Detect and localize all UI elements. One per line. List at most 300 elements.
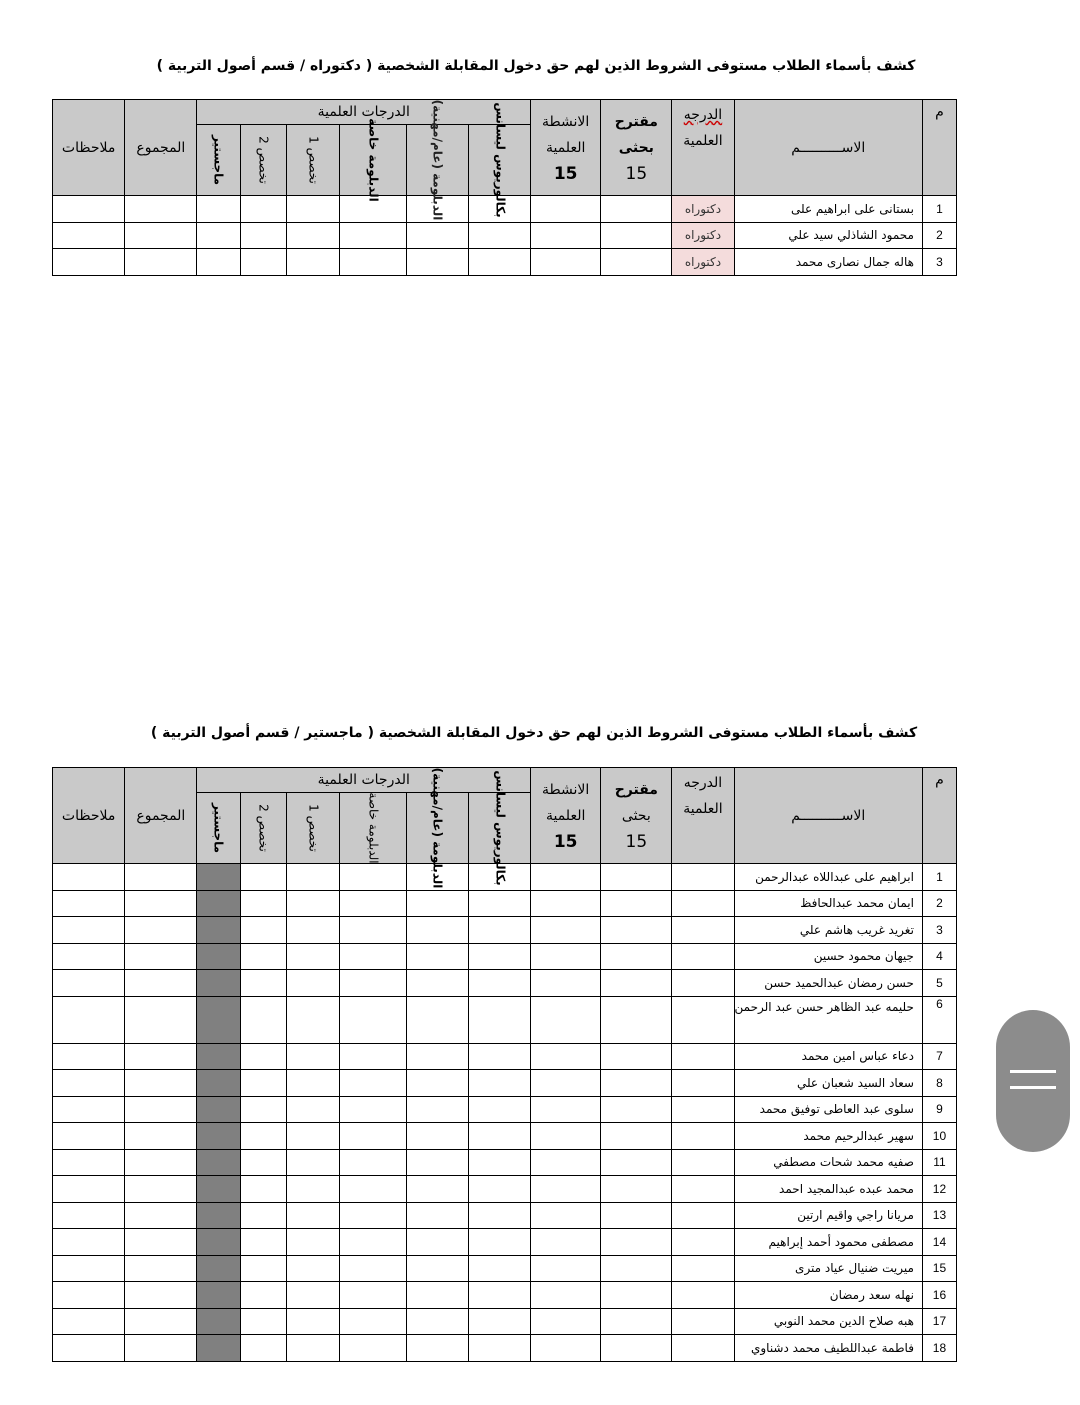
- bachelor-score-cell: [468, 1335, 530, 1362]
- notes-cell: [53, 249, 125, 276]
- activities-header-line1: الانشطة: [542, 781, 590, 798]
- degree-header-line2: العلمية: [683, 133, 723, 149]
- specialty-1-score-cell: [286, 1335, 339, 1362]
- notes-cell: [53, 222, 125, 249]
- col-degree-header: [672, 768, 734, 864]
- specialty-1-score-cell: [286, 1229, 339, 1256]
- specialty-1-score-cell: [286, 1308, 339, 1335]
- specialty-1-score-cell: [286, 864, 339, 891]
- notes-cell: [53, 970, 125, 997]
- bachelor-score-cell: [468, 1229, 530, 1256]
- proposal-header-value: 15: [625, 831, 648, 852]
- table-row: [53, 943, 957, 970]
- table-row: [53, 1229, 957, 1256]
- row-number: 16: [922, 1282, 956, 1309]
- degree-cell: [672, 890, 734, 917]
- activities-score-cell: [531, 1043, 601, 1070]
- notes-cell: [53, 1202, 125, 1229]
- table-row: [53, 996, 957, 1043]
- specialty-1-score-cell: [286, 249, 339, 276]
- proposal-score-cell: [601, 1229, 672, 1256]
- diploma-special-score-cell: [339, 1308, 406, 1335]
- proposal-score-cell: [601, 1282, 672, 1309]
- diploma-special-score-cell: [339, 943, 406, 970]
- row-number: 14: [922, 1229, 956, 1256]
- sub-header-masters: ماجستير: [197, 125, 240, 196]
- diploma-special-score-cell: [339, 1282, 406, 1309]
- diploma-general-score-cell: [406, 249, 468, 276]
- table-row: [53, 917, 957, 944]
- activities-score-cell: [531, 1070, 601, 1097]
- degree-header-line2: العلمية: [683, 801, 723, 817]
- activities-score-cell: [531, 222, 601, 249]
- proposal-score-cell: [601, 1149, 672, 1176]
- degree-cell: دكتوراه: [672, 196, 734, 223]
- bachelor-score-cell: [468, 1308, 530, 1335]
- total-cell: [125, 196, 197, 223]
- row-number: 13: [922, 1202, 956, 1229]
- total-cell: [125, 249, 197, 276]
- row-number: 5: [922, 970, 956, 997]
- row-number: 9: [922, 1096, 956, 1123]
- proposal-score-cell: [601, 196, 672, 223]
- specialty-2-score-cell: [240, 1123, 286, 1150]
- diploma-special-score-cell: [339, 864, 406, 891]
- diploma-general-score-cell: [406, 943, 468, 970]
- notes-cell: [53, 1308, 125, 1335]
- specialty-2-score-cell: [240, 1149, 286, 1176]
- table-row: [53, 249, 957, 276]
- notes-cell: [53, 917, 125, 944]
- diploma-special-score-cell: [339, 1255, 406, 1282]
- degree-cell: [672, 970, 734, 997]
- row-number: 8: [922, 1070, 956, 1097]
- degree-cell: دكتوراه: [672, 222, 734, 249]
- row-number: 2: [922, 890, 956, 917]
- col-num-header: م: [922, 100, 956, 196]
- masters-score-cell: [197, 996, 240, 1043]
- total-cell: [125, 1123, 197, 1150]
- sub-header-specialty-2: تخصص 2: [240, 793, 286, 864]
- specialty-2-score-cell: [240, 1176, 286, 1203]
- table-row: [53, 1255, 957, 1282]
- total-cell: [125, 222, 197, 249]
- total-cell: [125, 1070, 197, 1097]
- activities-score-cell: [531, 996, 601, 1043]
- student-name: دعاء عباس امين محمد: [734, 1043, 922, 1070]
- bachelor-score-cell: [468, 890, 530, 917]
- bachelor-score-cell: [468, 1255, 530, 1282]
- sub-header-bachelor: بكالوريوس ليسانس: [468, 793, 530, 864]
- degree-cell: [672, 1123, 734, 1150]
- masters-score-cell: [197, 1335, 240, 1362]
- proposal-score-cell: [601, 1176, 672, 1203]
- proposal-score-cell: [601, 1255, 672, 1282]
- masters-score-cell: [197, 1229, 240, 1256]
- sub-header-diploma-special: الدبلومة خاصة: [339, 125, 406, 196]
- col-activities-header: [531, 768, 601, 864]
- specialty-1-score-cell: [286, 1255, 339, 1282]
- proposal-score-cell: [601, 1043, 672, 1070]
- activities-header-value: 15: [553, 163, 578, 184]
- specialty-1-score-cell: [286, 196, 339, 223]
- diploma-special-score-cell: [339, 249, 406, 276]
- degree-cell: [672, 1335, 734, 1362]
- proposal-header-line2: بحثى: [621, 807, 651, 824]
- degree-cell: [672, 1255, 734, 1282]
- specialty-2-score-cell: [240, 970, 286, 997]
- specialty-1-score-cell: [286, 943, 339, 970]
- proposal-score-cell: [601, 1335, 672, 1362]
- masters-score-cell: [197, 917, 240, 944]
- total-cell: [125, 1308, 197, 1335]
- masters-score-cell: [197, 864, 240, 891]
- diploma-general-score-cell: [406, 1255, 468, 1282]
- bachelor-score-cell: [468, 1282, 530, 1309]
- bachelor-score-cell: [468, 1149, 530, 1176]
- bachelor-score-cell: [468, 943, 530, 970]
- notes-cell: [53, 996, 125, 1043]
- notes-cell: [53, 1096, 125, 1123]
- row-number: 3: [922, 917, 956, 944]
- student-name: حسن رمضان عبدالحميد حسن: [734, 970, 922, 997]
- student-name: هاله جمال نصارى محمد: [734, 249, 922, 276]
- degree-cell: [672, 943, 734, 970]
- total-cell: [125, 996, 197, 1043]
- bachelor-score-cell: [468, 1202, 530, 1229]
- activities-score-cell: [531, 864, 601, 891]
- activities-score-cell: [531, 1255, 601, 1282]
- specialty-1-score-cell: [286, 1123, 339, 1150]
- specialty-1-score-cell: [286, 222, 339, 249]
- student-name: حليمه عبد الظاهر حسن عبد الرحمن: [734, 996, 922, 1043]
- bachelor-score-cell: [468, 1176, 530, 1203]
- diploma-general-score-cell: [406, 1335, 468, 1362]
- activities-score-cell: [531, 943, 601, 970]
- sub-header-specialty-1: تخصص 1: [286, 793, 339, 864]
- specialty-2-score-cell: [240, 864, 286, 891]
- masters-score-cell: [197, 249, 240, 276]
- activities-score-cell: [531, 1149, 601, 1176]
- masters-score-cell: [197, 943, 240, 970]
- diploma-general-score-cell: [406, 1096, 468, 1123]
- handle-grip-line-top: [1010, 1070, 1056, 1073]
- bachelor-score-cell: [468, 222, 530, 249]
- specialty-1-score-cell: [286, 1176, 339, 1203]
- masters-score-cell: [197, 196, 240, 223]
- col-proposal-header: [601, 768, 672, 864]
- proposal-score-cell: [601, 1123, 672, 1150]
- activities-score-cell: [531, 917, 601, 944]
- section2-title: كشف بأسماء الطلاب مستوفى الشروط الذين لهم حق دخول المقابلة الشخصية ( ماجستير / قسم أصول التربية ): [150, 725, 918, 741]
- specialty-2-score-cell: [240, 196, 286, 223]
- diploma-special-score-cell: [339, 917, 406, 944]
- specialty-2-score-cell: [240, 1070, 286, 1097]
- specialty-2-score-cell: [240, 1202, 286, 1229]
- activities-score-cell: [531, 890, 601, 917]
- specialty-2-score-cell: [240, 996, 286, 1043]
- bachelor-score-cell: [468, 1043, 530, 1070]
- student-name: محمود الشاذلي سيد علي: [734, 222, 922, 249]
- row-number: 3: [922, 249, 956, 276]
- sub-header-masters: ماجستير: [197, 793, 240, 864]
- sub-header-diploma-general: الدبلومة (عام/مهنية): [406, 125, 468, 196]
- specialty-1-score-cell: [286, 1282, 339, 1309]
- activities-score-cell: [531, 249, 601, 276]
- diploma-general-score-cell: [406, 996, 468, 1043]
- specialty-2-score-cell: [240, 1335, 286, 1362]
- proposal-score-cell: [601, 222, 672, 249]
- phd-candidates-table: [52, 99, 957, 276]
- degree-cell: دكتوراه: [672, 249, 734, 276]
- degree-cell: [672, 1282, 734, 1309]
- col-num-header: م: [922, 768, 956, 864]
- student-name: تغريد غريب هاشم علي: [734, 917, 922, 944]
- notes-cell: [53, 864, 125, 891]
- row-number: 6: [922, 996, 956, 1043]
- specialty-2-score-cell: [240, 1096, 286, 1123]
- bachelor-score-cell: [468, 970, 530, 997]
- col-notes-header: ملاحظات: [53, 100, 125, 196]
- diploma-special-score-cell: [339, 1335, 406, 1362]
- table-row: [53, 970, 957, 997]
- notes-cell: [53, 196, 125, 223]
- sub-header-bachelor: بكالوريوس ليسانس: [468, 125, 530, 196]
- total-cell: [125, 1202, 197, 1229]
- sub-header-specialty-2: تخصص 2: [240, 125, 286, 196]
- specialty-1-score-cell: [286, 1096, 339, 1123]
- diploma-special-score-cell: [339, 970, 406, 997]
- specialty-2-score-cell: [240, 1255, 286, 1282]
- row-number: 4: [922, 943, 956, 970]
- masters-score-cell: [197, 1123, 240, 1150]
- col-activities-header: [531, 100, 601, 196]
- notes-cell: [53, 1043, 125, 1070]
- activities-header-line1: الانشطة: [542, 113, 590, 130]
- activities-score-cell: [531, 1308, 601, 1335]
- diploma-general-score-cell: [406, 1202, 468, 1229]
- notes-cell: [53, 1335, 125, 1362]
- activities-score-cell: [531, 1096, 601, 1123]
- bachelor-score-cell: [468, 917, 530, 944]
- specialty-2-score-cell: [240, 890, 286, 917]
- grades-group-header: الدرجات العلمية: [197, 768, 531, 793]
- specialty-1-score-cell: [286, 1202, 339, 1229]
- degree-cell: [672, 1043, 734, 1070]
- notes-cell: [53, 890, 125, 917]
- notes-cell: [53, 1255, 125, 1282]
- masters-score-cell: [197, 1096, 240, 1123]
- masters-score-cell: [197, 222, 240, 249]
- total-cell: [125, 970, 197, 997]
- specialty-2-score-cell: [240, 249, 286, 276]
- masters-score-cell: [197, 970, 240, 997]
- proposal-score-cell: [601, 1202, 672, 1229]
- masters-score-cell: [197, 1255, 240, 1282]
- table-row: [53, 1335, 957, 1362]
- proposal-score-cell: [601, 970, 672, 997]
- row-number: 2: [922, 222, 956, 249]
- proposal-score-cell: [601, 1308, 672, 1335]
- specialty-1-score-cell: [286, 890, 339, 917]
- student-name: ابراهيم على عبداللاه عبدالرحمن: [734, 864, 922, 891]
- degree-cell: [672, 1229, 734, 1256]
- proposal-score-cell: [601, 864, 672, 891]
- degree-cell: [672, 996, 734, 1043]
- diploma-general-score-cell: [406, 890, 468, 917]
- diploma-special-score-cell: [339, 996, 406, 1043]
- student-name: سعاد السيد شعبان علي: [734, 1070, 922, 1097]
- bachelor-score-cell: [468, 1070, 530, 1097]
- floating-scroll-handle[interactable]: [996, 1010, 1070, 1152]
- diploma-general-score-cell: [406, 1070, 468, 1097]
- activities-score-cell: [531, 196, 601, 223]
- total-cell: [125, 1096, 197, 1123]
- student-name: مريانا راجي واقيم ارتين: [734, 1202, 922, 1229]
- proposal-score-cell: [601, 943, 672, 970]
- proposal-score-cell: [601, 1096, 672, 1123]
- diploma-special-score-cell: [339, 1070, 406, 1097]
- proposal-score-cell: [601, 890, 672, 917]
- diploma-general-score-cell: [406, 222, 468, 249]
- student-name: محمد عبده عبدالمجيد احمد: [734, 1176, 922, 1203]
- specialty-1-score-cell: [286, 970, 339, 997]
- diploma-general-score-cell: [406, 1043, 468, 1070]
- specialty-2-score-cell: [240, 1229, 286, 1256]
- total-cell: [125, 1043, 197, 1070]
- total-cell: [125, 1282, 197, 1309]
- specialty-2-score-cell: [240, 1043, 286, 1070]
- col-total-header: المجموع: [125, 768, 197, 864]
- col-name-header: الاســــــــــم: [734, 768, 922, 864]
- diploma-general-score-cell: [406, 1229, 468, 1256]
- bachelor-score-cell: [468, 1096, 530, 1123]
- diploma-special-score-cell: [339, 1202, 406, 1229]
- col-notes-header: ملاحظات: [53, 768, 125, 864]
- section1-title: كشف بأسماء الطلاب مستوفى الشروط الذين لهم حق دخول المقابلة الشخصية ( دكتوراه / قسم أصول التربية ): [156, 58, 916, 74]
- proposal-score-cell: [601, 996, 672, 1043]
- student-name: مصطفى محمود أحمد إبراهيم: [734, 1229, 922, 1256]
- proposal-header-value: 15: [625, 163, 648, 184]
- diploma-general-score-cell: [406, 1308, 468, 1335]
- activities-header-line2: العلمية: [545, 807, 586, 824]
- notes-cell: [53, 943, 125, 970]
- activities-header-line2: العلمية: [545, 139, 586, 156]
- specialty-1-score-cell: [286, 996, 339, 1043]
- row-number: 1: [922, 196, 956, 223]
- bachelor-score-cell: [468, 1123, 530, 1150]
- notes-cell: [53, 1176, 125, 1203]
- row-number: 11: [922, 1149, 956, 1176]
- notes-cell: [53, 1229, 125, 1256]
- total-cell: [125, 917, 197, 944]
- diploma-special-score-cell: [339, 1229, 406, 1256]
- notes-cell: [53, 1282, 125, 1309]
- degree-cell: [672, 1149, 734, 1176]
- specialty-1-score-cell: [286, 917, 339, 944]
- proposal-score-cell: [601, 917, 672, 944]
- activities-score-cell: [531, 1202, 601, 1229]
- diploma-special-score-cell: [339, 222, 406, 249]
- proposal-score-cell: [601, 1070, 672, 1097]
- specialty-2-score-cell: [240, 917, 286, 944]
- diploma-special-score-cell: [339, 890, 406, 917]
- row-number: 7: [922, 1043, 956, 1070]
- total-cell: [125, 943, 197, 970]
- row-number: 15: [922, 1255, 956, 1282]
- student-name: سهير عبدالرحيم محمد: [734, 1123, 922, 1150]
- table-row: [53, 1176, 957, 1203]
- student-name: ايمان محمد عبدالحافظ: [734, 890, 922, 917]
- activities-score-cell: [531, 1335, 601, 1362]
- activities-score-cell: [531, 1229, 601, 1256]
- row-number: 18: [922, 1335, 956, 1362]
- row-number: 10: [922, 1123, 956, 1150]
- notes-cell: [53, 1070, 125, 1097]
- proposal-score-cell: [601, 249, 672, 276]
- student-name: فاطمة عبداللطيف محمد دشناوي: [734, 1335, 922, 1362]
- degree-header-line1: الدرجه: [683, 775, 723, 791]
- table-row: [53, 1123, 957, 1150]
- grades-group-header: الدرجات العلمية: [197, 100, 531, 125]
- student-name: نهله سعد رمضان: [734, 1282, 922, 1309]
- table-row: [53, 1043, 957, 1070]
- degree-cell: [672, 1096, 734, 1123]
- col-name-header: الاســــــــــم: [734, 100, 922, 196]
- masters-candidates-table: [52, 767, 957, 1362]
- handle-grip-line-bottom: [1010, 1086, 1056, 1089]
- diploma-special-score-cell: [339, 1096, 406, 1123]
- bachelor-score-cell: [468, 996, 530, 1043]
- diploma-special-score-cell: [339, 1176, 406, 1203]
- degree-header-line1: الدرجه: [683, 107, 723, 123]
- masters-score-cell: [197, 1202, 240, 1229]
- masters-score-cell: [197, 1282, 240, 1309]
- row-number: 17: [922, 1308, 956, 1335]
- diploma-special-score-cell: [339, 1123, 406, 1150]
- activities-score-cell: [531, 970, 601, 997]
- masters-score-cell: [197, 1308, 240, 1335]
- table-row: [53, 222, 957, 249]
- activities-header-value: 15: [553, 831, 578, 852]
- col-total-header: المجموع: [125, 100, 197, 196]
- degree-cell: [672, 864, 734, 891]
- total-cell: [125, 1335, 197, 1362]
- degree-cell: [672, 1202, 734, 1229]
- activities-score-cell: [531, 1123, 601, 1150]
- diploma-general-score-cell: [406, 1282, 468, 1309]
- masters-score-cell: [197, 890, 240, 917]
- total-cell: [125, 890, 197, 917]
- diploma-general-score-cell: [406, 970, 468, 997]
- total-cell: [125, 864, 197, 891]
- diploma-general-score-cell: [406, 1176, 468, 1203]
- table-row: [53, 1202, 957, 1229]
- specialty-1-score-cell: [286, 1043, 339, 1070]
- specialty-2-score-cell: [240, 943, 286, 970]
- specialty-2-score-cell: [240, 1308, 286, 1335]
- diploma-special-score-cell: [339, 1043, 406, 1070]
- bachelor-score-cell: [468, 249, 530, 276]
- proposal-header-line1: مقترح: [614, 113, 658, 130]
- sub-header-diploma-special: الدبلومة خاصة: [339, 793, 406, 864]
- proposal-header-line1: مقترح: [614, 781, 658, 798]
- activities-score-cell: [531, 1282, 601, 1309]
- table-row: [53, 890, 957, 917]
- total-cell: [125, 1255, 197, 1282]
- student-name: سلوى عبد العاطى توفيق محمد: [734, 1096, 922, 1123]
- sub-header-diploma-general: الدبلومة (عام/مهنية): [406, 793, 468, 864]
